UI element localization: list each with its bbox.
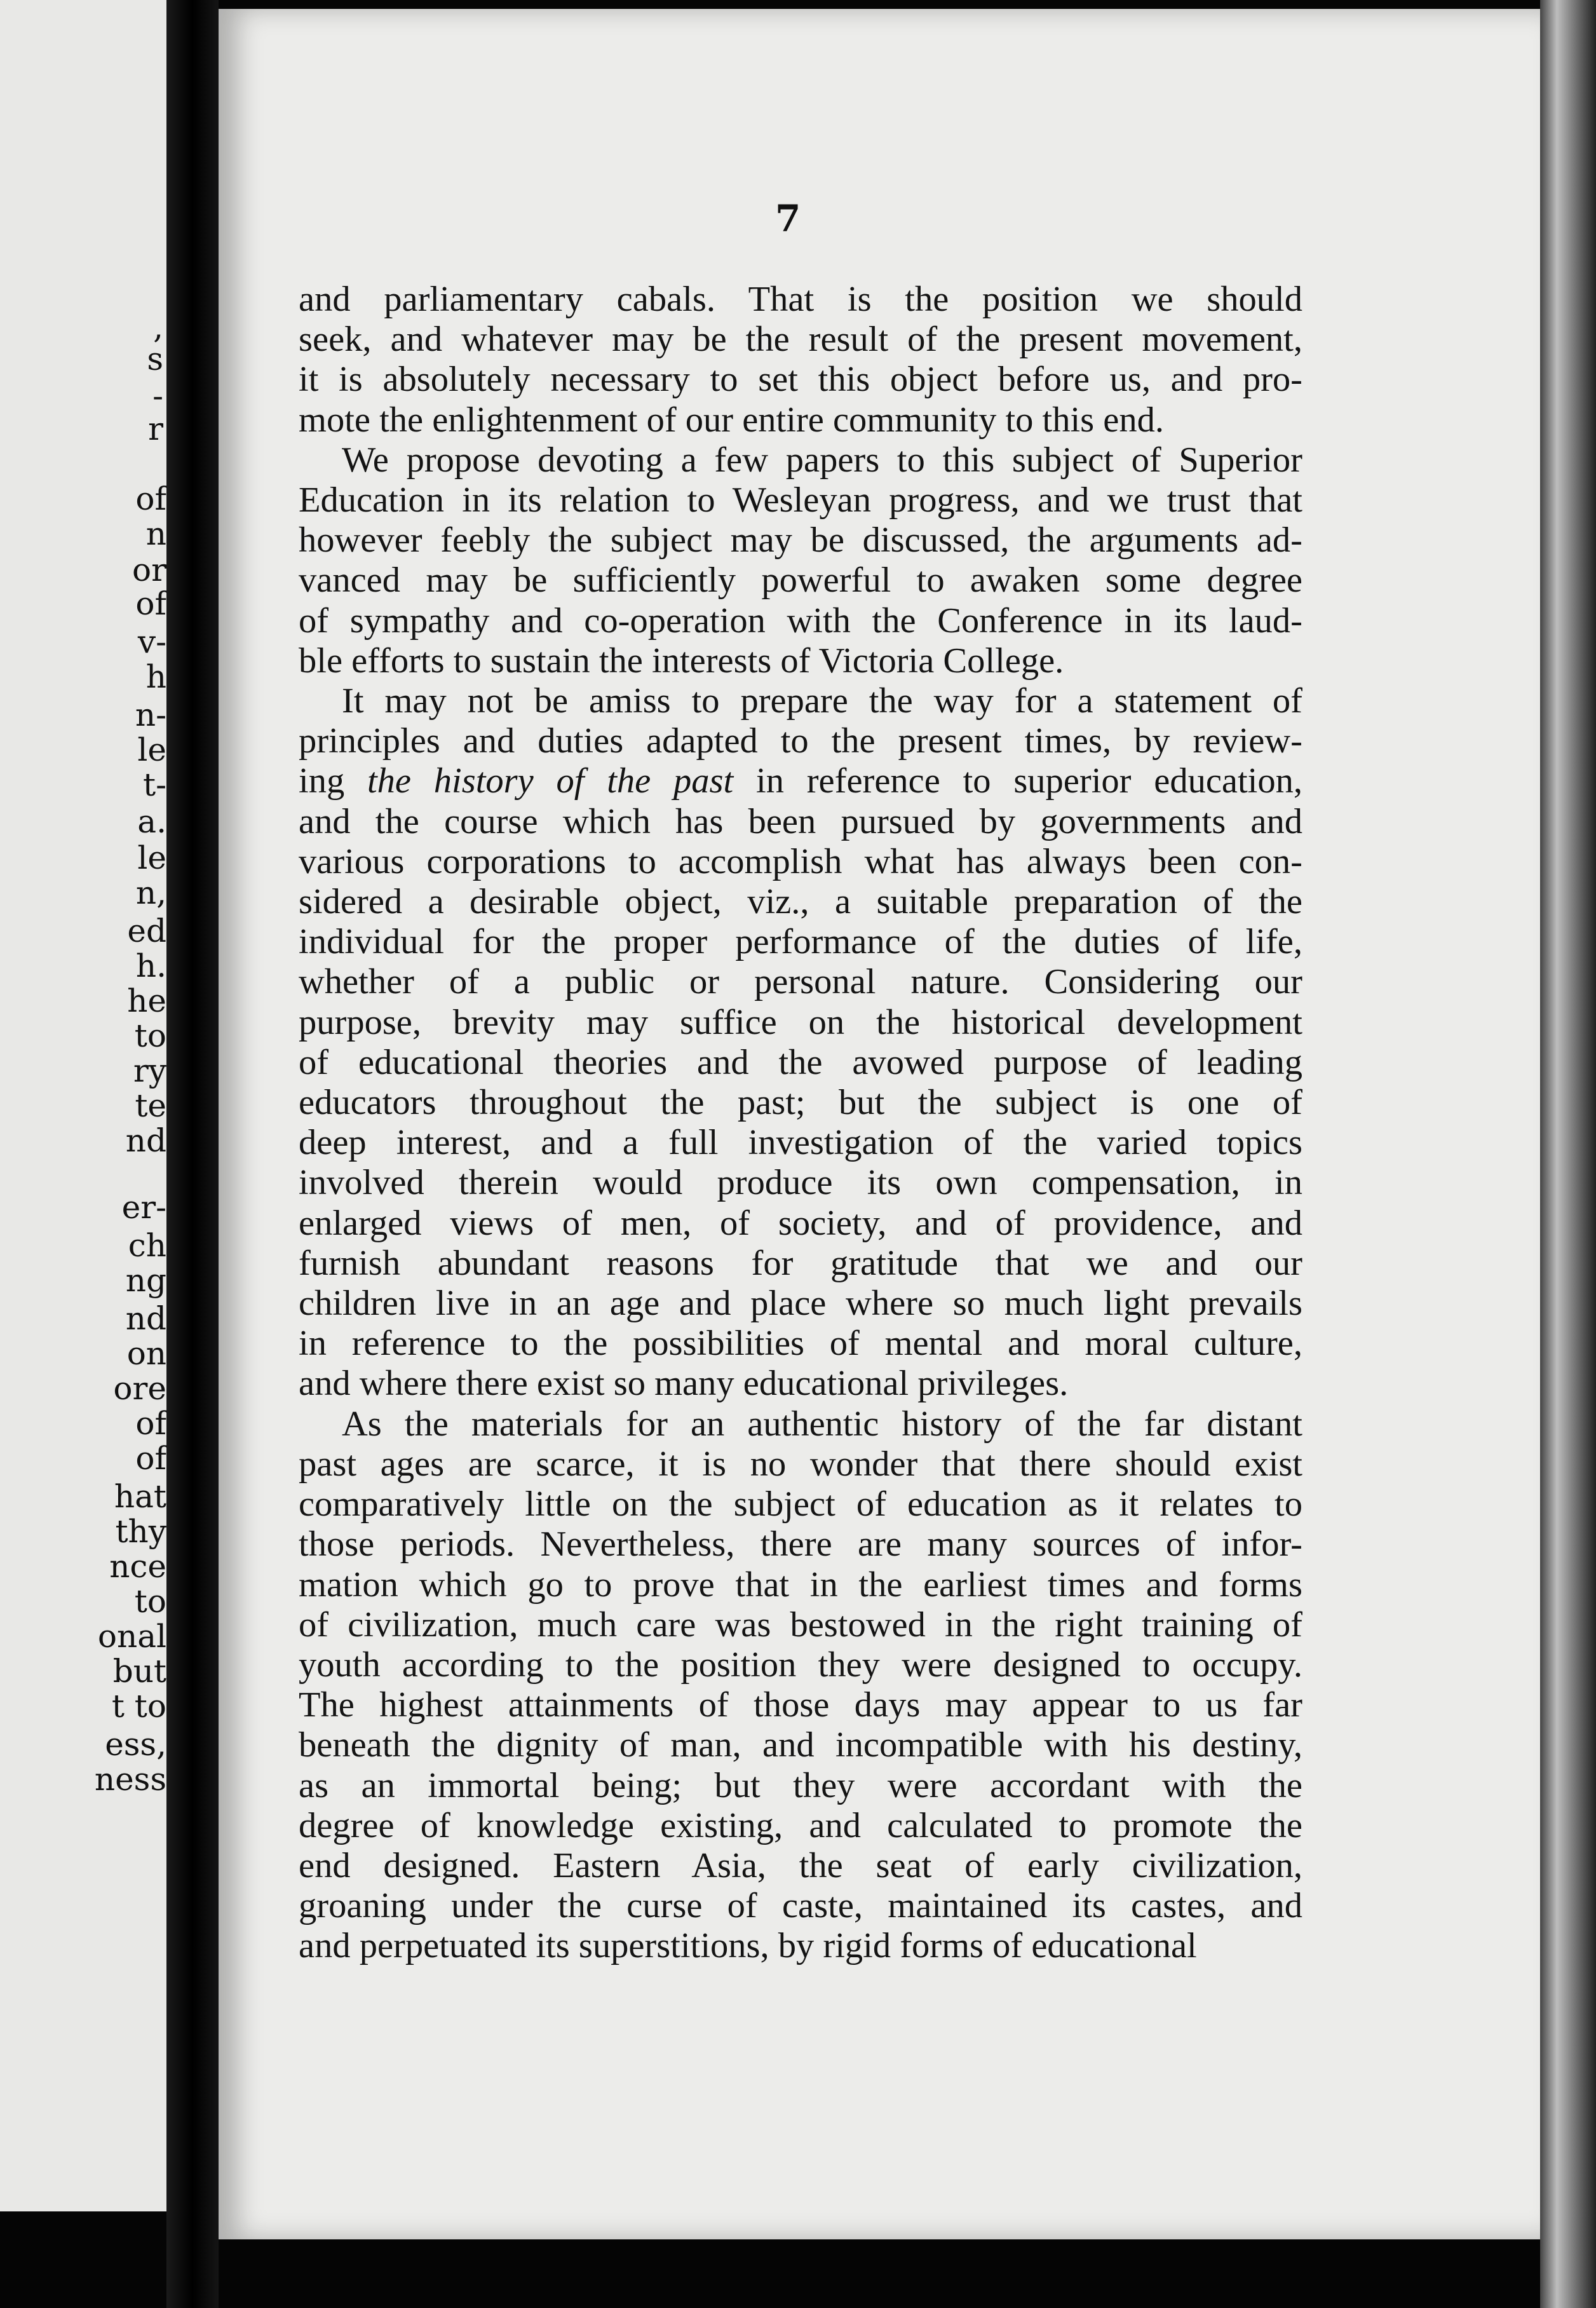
left-page-fragment-line: t to <box>111 1688 166 1725</box>
left-page-fragment-line: v- <box>137 623 166 660</box>
text-line: of civilization, much care was bestowed in the right training of <box>299 1605 1302 1645</box>
left-page-fragment-line: hat <box>114 1478 166 1515</box>
text-line: groaning under the curse of caste, maintained its castes, and <box>299 1886 1302 1926</box>
left-page-fragment-line: ch <box>128 1227 166 1264</box>
paragraph <box>299 280 1302 440</box>
text-line: ing the history of the past in reference to superior education, <box>299 761 1302 801</box>
left-page-fragment-line: ore <box>113 1370 166 1407</box>
text-line: however feebly the subject may be discussed, the arguments ad- <box>299 520 1302 560</box>
left-page-fragment-line: , <box>153 309 163 346</box>
left-page-fragment-line: nd <box>125 1122 166 1159</box>
text-line: vanced may be sufficiently powerful to awaken some degree <box>299 560 1302 601</box>
left-page-fragment-line: he <box>127 982 166 1019</box>
text-line: and where there exist so many educational privileges. <box>299 1364 1069 1404</box>
text-line: educators throughout the past; but the subject is one of <box>299 1083 1302 1123</box>
text-line: various corporations to accomplish what has always been con- <box>299 841 1302 881</box>
text-line: deep interest, and a full investigation of the varied topics <box>299 1123 1302 1163</box>
text-line: involved therein would produce its own compensation, in <box>299 1163 1302 1203</box>
left-page-fragment-line: ry <box>133 1052 166 1089</box>
text-line: individual for the proper performance of the duties of life, <box>299 922 1302 962</box>
text-line: and the course which has been pursued by governments and <box>299 801 1302 841</box>
left-page-fragment-line: te <box>135 1087 166 1124</box>
page-number: 7 <box>775 197 801 240</box>
text-line: sidered a desirable object, viz., a suitable preparation of the <box>299 882 1302 922</box>
left-page-fragment-line: onal <box>97 1618 166 1655</box>
text-line: enlarged views of men, of society, and of providence, and <box>299 1203 1302 1243</box>
left-page-fragment-line: s <box>147 341 163 377</box>
text-line: principles and duties adapted to the present times, by review- <box>299 721 1302 761</box>
body-text <box>299 280 1302 1967</box>
text-line: and perpetuated its superstitions, by rigid forms of educational <box>299 1926 1197 1966</box>
left-page-fragment-line: to <box>134 1583 166 1620</box>
left-page-fragment-line: or <box>132 552 166 588</box>
left-page-fragment-line: le <box>137 731 166 768</box>
text-line: degree of knowledge existing, and calculated to promote the <box>299 1805 1302 1845</box>
left-page-text-fragments <box>0 0 166 2211</box>
left-page-fragment-line: of <box>135 1440 166 1477</box>
text-line: past ages are scarce, it is no wonder that there should exist <box>299 1444 1302 1484</box>
left-page-fragment-line: nce <box>109 1548 166 1585</box>
left-page-fragment-line: thy <box>115 1513 166 1550</box>
left-page-fragment-line: of <box>135 585 166 622</box>
left-page-fragment-line: of <box>135 480 166 517</box>
left-page-fragment-line: le <box>137 839 166 876</box>
left-page-fragment-line: t- <box>143 766 166 803</box>
left-page-fragment-line: nd <box>125 1300 166 1337</box>
text-line: We propose devoting a few papers to this subject of Superior <box>342 440 1302 480</box>
left-page-fragment-line: - <box>152 377 163 414</box>
text-line: mation which go to prove that in the earliest times and forms <box>299 1565 1302 1605</box>
text-line: and parliamentary cabals. That is the position we should <box>299 280 1302 319</box>
text-line: It may not be amiss to prepare the way for a statement of <box>342 681 1302 721</box>
text-line: of sympathy and co-operation with the Conference in its laud- <box>299 601 1302 641</box>
text-line: mote the enlightenment of our entire community to this end. <box>299 400 1164 440</box>
left-page-fragment-line: r <box>148 411 163 447</box>
paragraph <box>299 1404 1302 1967</box>
book-gutter <box>166 0 219 2308</box>
left-page-fragment-line: h. <box>135 947 166 984</box>
text-line: purpose, brevity may suffice on the historical development <box>299 1002 1302 1042</box>
text-line: in reference to the possibilities of mental and moral culture, <box>299 1324 1302 1364</box>
left-page-fragment-line: ng <box>125 1262 166 1299</box>
left-page-fragment-line: n, <box>135 874 166 911</box>
text-line: of educational theories and the avowed purpose of leading <box>299 1042 1302 1082</box>
page-edge <box>1540 0 1596 2308</box>
left-page-fragment-line: n <box>145 515 166 552</box>
text-line: it is absolutely necessary to set this object before us, and pro- <box>299 360 1302 400</box>
text-line: beneath the dignity of man, and incompatible with his destiny, <box>299 1725 1302 1765</box>
left-page-fragment-line: of <box>135 1405 166 1442</box>
paragraph <box>299 440 1302 681</box>
left-page-fragment-line: to <box>134 1017 166 1054</box>
text-line: comparatively little on the subject of education as it relates to <box>299 1484 1302 1524</box>
text-line: furnish abundant reasons for gratitude that we and our <box>299 1243 1302 1283</box>
text-line: as an immortal being; but they were accordant with the <box>299 1765 1302 1805</box>
left-page-fragment-line: h <box>145 658 166 695</box>
text-line: end designed. Eastern Asia, the seat of early civilization, <box>299 1845 1302 1885</box>
left-page-fragment-line: ness <box>94 1761 166 1798</box>
left-page-fragment-line: ess, <box>105 1726 166 1763</box>
left-page-fragment-line: n- <box>135 696 166 733</box>
text-line: children live in an age and place where so much light prevails <box>299 1284 1302 1324</box>
left-page-fragment-line: on <box>126 1335 166 1372</box>
left-page-fragment-line: a. <box>137 803 166 840</box>
text-line: The highest attainments of those days may appear to us far <box>299 1685 1302 1725</box>
text-line: As the materials for an authentic history of the far distant <box>342 1404 1302 1444</box>
left-page-fragment-line: ed <box>127 913 166 949</box>
text-line: Education in its relation to Wesleyan progress, and we trust that <box>299 480 1302 520</box>
left-page-fragment <box>0 0 166 2211</box>
paragraph <box>299 681 1302 1404</box>
text-line: whether of a public or personal nature. Considering our <box>299 962 1302 1002</box>
text-line: youth according to the position they were designed to occupy. <box>299 1645 1302 1685</box>
text-line: those periods. Nevertheless, there are many sources of infor- <box>299 1524 1302 1565</box>
text-line: ble efforts to sustain the interests of Victoria College. <box>299 641 1064 681</box>
left-page-fragment-line: er- <box>121 1189 166 1226</box>
text-line: seek, and whatever may be the result of the present movement, <box>299 320 1302 360</box>
left-page-fragment-line: but <box>112 1653 166 1690</box>
